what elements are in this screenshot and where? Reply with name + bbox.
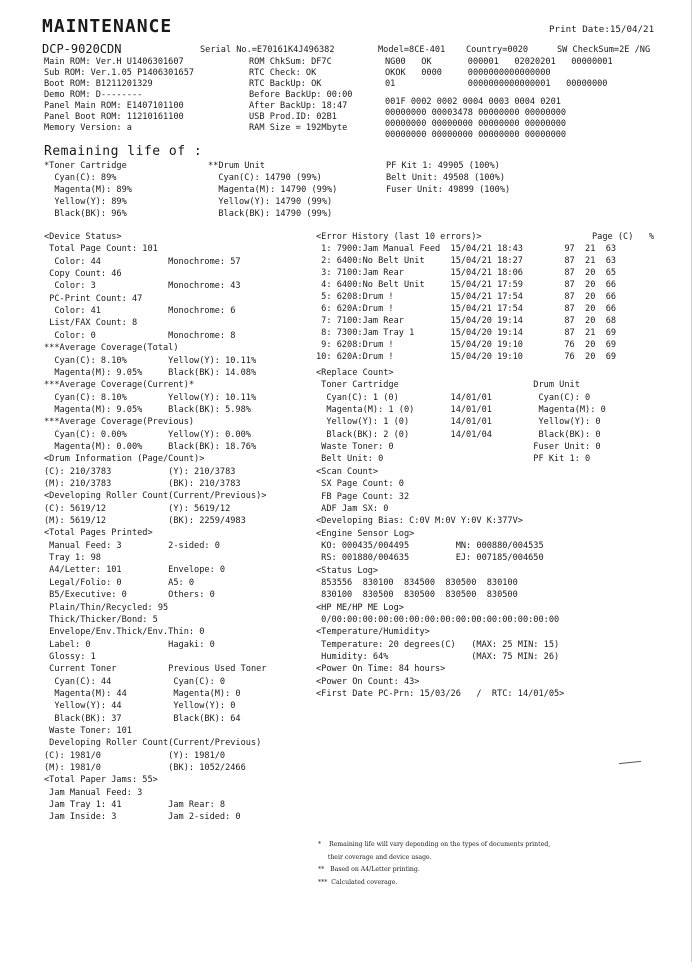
- status-line: Color: 44 Monochrome: 57: [44, 256, 241, 267]
- serial-number: Serial No.=E70161K4J496382: [200, 45, 335, 55]
- code-line: 01 0000000000000001 00000000: [385, 79, 608, 89]
- info-line: Humidity: 64% (MAX: 75 MIN: 26): [316, 652, 560, 663]
- error-history-columns: Page (C) %: [592, 232, 655, 242]
- kit-life-line: Belt Unit: 49508 (100%): [386, 173, 505, 183]
- info-line: RS: 001880/004635 EJ: 007185/004650: [316, 553, 544, 564]
- version-line: Panel Main ROM: E1407101100: [44, 101, 184, 111]
- status-line: Magenta(M): 0.00% Black(BK): 18.76%: [44, 441, 257, 452]
- check-line: ROM ChkSum: DF7C: [249, 57, 332, 67]
- info-line: ADF Jam SX: 0: [316, 503, 389, 514]
- status-line: Label: 0 Hagaki: 0: [44, 639, 215, 650]
- error-row: 10: 620A:Drum ! 15/04/20 19:10 76 20 69: [316, 352, 617, 362]
- info-line: <First Date PC-Prn: 15/03/26 / RTC: 14/01/05>: [316, 689, 565, 700]
- drum-life-line: Black(BK): 14790 (99%): [208, 209, 333, 219]
- toner-life-line: Yellow(Y): 89%: [44, 197, 127, 207]
- replace-count-column: [316, 368, 676, 738]
- info-line: SX Page Count: 0: [316, 479, 404, 490]
- remaining-life-heading: Remaining life of :: [44, 144, 203, 159]
- version-line: Panel Boot ROM: 11210161100: [44, 112, 184, 122]
- status-line: Glossy: 1: [44, 651, 96, 662]
- status-line: Total Page Count: 101: [44, 244, 158, 255]
- error-row: 2: 6400:No Belt Unit 15/04/21 18:27 87 21 63: [316, 256, 617, 266]
- status-line: Cyan(C): 8.10% Yellow(Y): 10.11%: [44, 355, 257, 366]
- status-line: Tray 1: 98: [44, 553, 101, 564]
- info-line: 0/00:00:00:00:00:00:00:00:00:00:00:00:00:00:00: [316, 615, 560, 625]
- status-line: <Drum Information (Page/Count)>: [44, 454, 205, 465]
- drum-life-line: Yellow(Y): 14790 (99%): [208, 197, 333, 207]
- status-line: Black(BK): 37 Black(BK): 64: [44, 713, 241, 724]
- drum-life-line: Cyan(C): 14790 (99%): [208, 173, 322, 183]
- status-line: Color: 3 Monochrome: 43: [44, 281, 241, 292]
- report-title: MAINTENANCE: [42, 16, 173, 37]
- kit-life-line: Fuser Unit: 49899 (100%): [386, 185, 511, 195]
- info-line: <Scan Count>: [316, 466, 379, 477]
- check-line: After BackUp: 18:47: [249, 101, 348, 111]
- footnote-line: ** Based on A4/Letter printing.: [318, 866, 420, 873]
- status-line: Legal/Folio: 0 A5: 0: [44, 577, 195, 588]
- info-line: <Power On Count: 43>: [316, 676, 420, 687]
- code-line: 00000000 00000000 00000000 00000000: [385, 119, 567, 129]
- info-line: Waste Toner: 0 Fuser Unit: 0: [316, 442, 601, 453]
- status-line: Jam Inside: 3 Jam 2-sided: 0: [44, 812, 241, 823]
- info-line: Yellow(Y): 1 (0) 14/01/01 Yellow(Y): 0: [316, 417, 601, 428]
- model-name: DCP-9020CDN: [42, 42, 122, 56]
- status-line: PC-Print Count: 47: [44, 293, 143, 304]
- code-line: NG00 OK 000001 02020201 00000001: [385, 57, 613, 67]
- info-line: Toner Cartridge Drum Unit: [316, 380, 580, 391]
- status-line: (C): 1981/0 (Y): 1981/0: [44, 750, 226, 761]
- info-line: Magenta(M): 1 (0) 14/01/01 Magenta(M): 0: [316, 405, 606, 416]
- print-date: Print Date:15/04/21: [549, 24, 655, 35]
- status-line: <Device Status>: [44, 232, 122, 242]
- status-line: Color: 41 Monochrome: 6: [44, 306, 236, 317]
- code-line: 001F 0002 0002 0004 0003 0004 0201: [385, 97, 561, 107]
- version-line: Demo ROM: D--------: [44, 90, 143, 100]
- status-line: (M): 1981/0 (BK): 1052/2466: [44, 763, 246, 774]
- info-line: Belt Unit: 0 PF Kit 1: 0: [316, 454, 591, 465]
- code-line: OKOK 0000 0000000000000000: [385, 68, 551, 78]
- footnote-line: * Remaining life will vary depending on the types of documents printed,: [318, 841, 551, 848]
- info-line: FB Page Count: 32: [316, 491, 410, 502]
- status-line: Jam Manual Feed: 3: [44, 787, 143, 798]
- error-history-heading: <Error History (last 10 errors)>: [316, 232, 482, 242]
- info-line: Black(BK): 2 (0) 14/01/04 Black(BK): 0: [316, 429, 601, 440]
- status-line: <Developing Roller Count(Current/Previous)>: [44, 491, 267, 502]
- status-line: Cyan(C): 0.00% Yellow(Y): 0.00%: [44, 429, 251, 440]
- check-line: RAM Size = 192Mbyte: [249, 123, 348, 133]
- check-line: Before BackUp: 00:00: [249, 90, 353, 100]
- drum-life-line: Magenta(M): 14790 (99%): [208, 185, 338, 195]
- error-row: 7: 7100:Jam Rear 15/04/20 19:14 87 20 68: [316, 316, 617, 326]
- info-line: <Replace Count>: [316, 368, 394, 378]
- status-line: (M): 210/3783 (BK): 210/3783: [44, 479, 241, 489]
- kit-life-line: PF Kit 1: 49905 (100%): [386, 161, 500, 171]
- info-line: <Status Log>: [316, 565, 379, 576]
- sw-checksum: SW CheckSum=2E /NG: [557, 45, 651, 55]
- info-line: Cyan(C): 1 (0) 14/01/01 Cyan(C): 0: [316, 392, 591, 403]
- status-line: Color: 0 Monochrome: 8: [44, 330, 236, 341]
- toner-life-line: Magenta(M): 89%: [44, 185, 132, 195]
- status-line: (C): 210/3783 (Y): 210/3783: [44, 466, 236, 477]
- error-row: 6: 620A:Drum ! 15/04/21 17:54 87 20 66: [316, 304, 617, 314]
- version-line: Main ROM: Ver.H U1406301607: [44, 57, 184, 67]
- info-line: <Engine Sensor Log>: [316, 528, 415, 539]
- status-line: List/FAX Count: 8: [44, 318, 138, 329]
- status-line: Plain/Thin/Recycled: 95: [44, 602, 169, 613]
- status-line: Cyan(C): 8.10% Yellow(Y): 10.11%: [44, 392, 257, 403]
- status-line: Cyan(C): 44 Cyan(C): 0: [44, 676, 226, 687]
- status-line: Developing Roller Count(Current/Previous): [44, 738, 262, 749]
- footnote-line: *** Calculated coverage.: [318, 878, 398, 886]
- status-line: (C): 5619/12 (Y): 5619/12: [44, 503, 231, 514]
- model-code: Model=8CE-401: [378, 45, 446, 55]
- toner-life-line: Cyan(C): 89%: [44, 173, 117, 183]
- version-line: Memory Version: a: [44, 123, 132, 133]
- version-line: Boot ROM: B1211201329: [44, 79, 153, 89]
- toner-life-line: *Toner Cartridge: [44, 161, 127, 171]
- pen-mark: [619, 761, 641, 764]
- toner-life-line: Black(BK): 96%: [44, 209, 127, 219]
- check-line: USB Prod.ID: 02B1: [249, 112, 337, 122]
- info-line: KO: 000435/004495 MN: 000880/004535: [316, 540, 544, 551]
- device-status-column: [44, 232, 309, 844]
- version-line: Sub ROM: Ver.1.05 P1406301657: [44, 68, 195, 78]
- status-line: Waste Toner: 101: [44, 726, 132, 736]
- error-row: 5: 6208:Drum ! 15/04/21 17:54 87 20 66: [316, 292, 617, 302]
- status-line: A4/Letter: 101 Envelope: 0: [44, 565, 226, 576]
- status-line: Thick/Thicker/Bond: 5: [44, 614, 158, 625]
- status-line: Current Toner Previous Used Toner: [44, 664, 267, 675]
- info-line: <Temperature/Humidity>: [316, 627, 430, 638]
- status-line: Jam Tray 1: 41 Jam Rear: 8: [44, 800, 226, 811]
- info-line: <Developing Bias: C:0V M:0V Y:0V K:377V>: [316, 516, 523, 527]
- status-line: Yellow(Y): 44 Yellow(Y): 0: [44, 701, 236, 712]
- country-code: Country=0020: [466, 45, 529, 55]
- status-line: Magenta(M): 9.05% Black(BK): 14.08%: [44, 367, 257, 378]
- code-line: 00000000 00003478 00000000 00000000: [385, 108, 567, 118]
- code-line: 00000000 00000000 00000000 00000000: [385, 130, 567, 140]
- info-line: <HP ME/HP ME Log>: [316, 602, 404, 613]
- info-line: <Power On Time: 84 hours>: [316, 664, 446, 675]
- status-line: Magenta(M): 44 Magenta(M): 0: [44, 688, 241, 699]
- status-line: Copy Count: 46: [44, 269, 122, 280]
- status-line: ***Average Coverage(Total): [44, 343, 179, 354]
- drum-life-line: **Drum Unit: [208, 161, 265, 171]
- status-line: Manual Feed: 3 2-sided: 0: [44, 540, 220, 551]
- error-row: 1: 7900:Jam Manual Feed 15/04/21 18:43 97 21 63: [316, 244, 617, 254]
- status-line: (M): 5619/12 (BK): 2259/4983: [44, 516, 246, 527]
- check-line: RTC Check: OK: [249, 68, 317, 78]
- error-row: 3: 7100:Jam Rear 15/04/21 18:06 87 20 65: [316, 268, 617, 278]
- error-row: 4: 6400:No Belt Unit 15/04/21 17:59 87 20 66: [316, 280, 617, 290]
- footnote-line: their coverage and device usage.: [318, 853, 432, 861]
- status-line: Magenta(M): 9.05% Black(BK): 5.98%: [44, 404, 251, 415]
- info-line: Temperature: 20 degrees(C) (MAX: 25 MIN: 15): [316, 639, 560, 650]
- error-row: 9: 6208:Drum ! 15/04/20 19:10 76 20 69: [316, 340, 617, 350]
- status-line: ***Average Coverage(Previous): [44, 417, 195, 428]
- info-line: 853556 830100 834500 830500 830100: [316, 577, 518, 588]
- status-line: <Total Pages Printed>: [44, 528, 153, 539]
- status-line: <Total Paper Jams: 55>: [44, 775, 158, 786]
- status-line: Envelope/Env.Thick/Env.Thin: 0: [44, 627, 205, 638]
- status-line: ***Average Coverage(Current)*: [44, 380, 195, 391]
- error-row: 8: 7300:Jam Tray 1 15/04/20 19:14 87 21 69: [316, 328, 617, 338]
- status-line: B5/Executive: 0 Others: 0: [44, 590, 215, 601]
- footnotes: [318, 841, 648, 901]
- info-line: 830100 830500 830500 830500 830500: [316, 590, 518, 601]
- check-line: RTC BackUp: OK: [249, 79, 322, 89]
